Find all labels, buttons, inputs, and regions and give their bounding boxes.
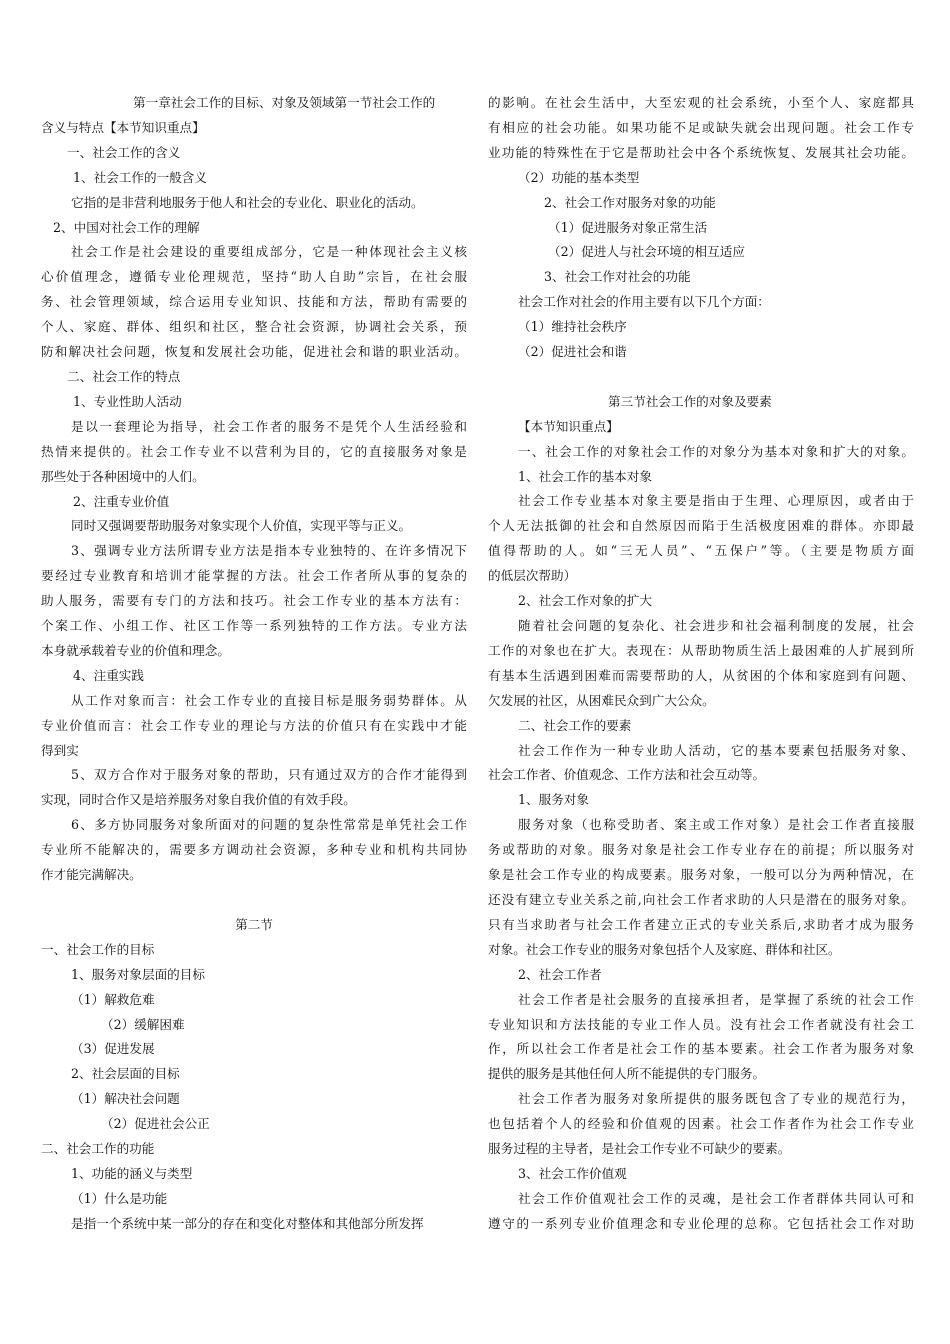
paragraph-line: 实现，同时合作又是培养服务对象自我价值的有效手段。: [41, 792, 356, 808]
list-item: （1）解决社会问题: [71, 1091, 180, 1107]
paragraph-line: 还没有建立专业关系之前,向社会工作者求助的人只是潜在的服务对象。: [488, 891, 914, 907]
heading-goals: 一、社会工作的目标: [41, 941, 155, 957]
subheading-general-meaning: 1、社会工作的一般含义: [73, 169, 207, 185]
heading-functions: 二、社会工作的功能: [41, 1141, 155, 1157]
paragraph-line: 提供的服务是其他任何人所不能提供的专门服务。: [488, 1066, 766, 1082]
paragraph-line: 象是社会工作专业的构成要素。服务对象，一般可以分为两种情况，在: [488, 867, 914, 883]
blank-line: [488, 365, 914, 390]
list-item: （1）什么是功能: [71, 1190, 168, 1206]
list-item: （3）促进发展: [71, 1041, 155, 1057]
paragraph-line: 5、双方合作对于服务对象的帮助，只有通过双方的合作才能得到: [71, 767, 467, 783]
paragraph-line: 心价值理念，遵循专业伦理规范，坚持“助人自助”宗旨，在社会服: [41, 269, 467, 285]
paragraph-line: 作才能完满解决。: [41, 867, 142, 883]
paragraph-line: 业功能的特殊性在于它是帮助社会中各个系统恢复、发展其社会功能。: [488, 144, 914, 160]
list-item: （2）促进社会和谐: [518, 344, 627, 360]
paragraph-line: 从工作对象而言：社会工作专业的直接目标是服务弱势群体。从: [71, 692, 467, 708]
paragraph-line: 只有当求助者与社会工作者建立正式的专业关系后,求助者才成为服务: [488, 916, 914, 932]
paragraph-line: 3、强调专业方法所谓专业方法是指本专业独特的、在许多情况下: [71, 543, 467, 559]
list-item: （2）功能的基本类型: [518, 169, 640, 185]
paragraph-line: 个案工作、小组工作、社区工作等一系列独特的工作方法。专业方法: [41, 618, 467, 634]
paragraph-line: 社会工作对社会的作用主要有以下几个方面：: [518, 294, 770, 310]
right-column: [488, 91, 914, 1237]
subheading-basic-objects: 1、社会工作的基本对象: [518, 468, 652, 484]
paragraph-line: 社会工作者为服务对象所提供的服务既包含了专业的规范行为，: [518, 1091, 914, 1107]
subheading-expanded-objects: 2、社会工作对象的扩大: [518, 593, 652, 609]
paragraph-line: 那些处于各种困境中的人们。: [41, 468, 205, 484]
subheading-professional-help: 1、专业性助人活动: [73, 393, 182, 409]
subheading-function-meaning: 1、功能的涵义与类型: [71, 1165, 193, 1181]
paragraph-line: 6、多方协同服务对象所面对的问题的复杂性常常是单凭社会工作: [71, 817, 467, 833]
paragraph-line: 社会工作作为一种专业助人活动，它的基本要素包括服务对象、: [518, 742, 914, 758]
list-item: （1）促进服务对象正常生活: [548, 219, 708, 235]
heading-elements: 二、社会工作的要素: [518, 717, 632, 733]
paragraph-line: 专业价值而言：社会工作专业的理论与方法的价值只有在实践中才能: [41, 717, 467, 733]
list-item: （2）促进社会公正: [101, 1116, 210, 1132]
subheading-service-object: 1、服务对象: [518, 792, 589, 808]
paragraph-line: 务或帮助的对象。服务对象是社会工作专业存在的前提；所以服务对: [488, 842, 914, 858]
paragraph-line: 社会工作者是社会服务的直接承担者，是掌握了系统的社会工作: [518, 991, 914, 1007]
paragraph-line: 要经过专业教育和培训才能掌握的方法。社会工作者所从事的复杂的: [41, 568, 467, 584]
subheading-client-goals: 1、服务对象层面的目标: [71, 966, 205, 982]
paragraph-line: 欠发展的社区，从困难民众到广大公众。: [488, 692, 715, 708]
paragraph-line: 社会工作者、价值观念、工作方法和社会互动等。: [488, 767, 766, 783]
paragraph-line: 有基本生活遇到困难而需要帮助的人，从贫困的个体和家庭到有问题、: [488, 667, 914, 683]
paragraph-line: 同时又强调要帮助服务对象实现个人价值，实现平等与正义。: [71, 518, 412, 534]
list-item: （2）缓解困难: [101, 1016, 185, 1032]
list-item: （2）促进人与社会环境的相互适应: [548, 244, 745, 260]
blank-line: [41, 888, 467, 913]
key-points-label: 【本节知识重点】: [518, 418, 619, 434]
subheading-professional-value: 2、注重专业价值: [73, 493, 170, 509]
paragraph-line: 专业所不能解决的，需要多方调动社会资源，多种专业和机构共同协: [41, 842, 467, 858]
heading-objects: 一、社会工作的对象社会工作的对象分为基本对象和扩大的对象。: [518, 443, 914, 459]
paragraph-line: 的低层次帮助）: [488, 568, 577, 584]
paragraph-line: 是指一个系统中某一部分的存在和变化对整体和其他部分所发挥: [71, 1215, 424, 1231]
paragraph-line: 遵守的一系列专业价值理念和专业伦理的总称。它包括社会工作对助: [488, 1215, 914, 1231]
paragraph-line: 得到实: [41, 742, 79, 758]
subheading-practice: 4、注重实践: [73, 667, 144, 683]
subheading-client-functions: 2、社会工作对服务对象的功能: [544, 194, 716, 210]
section-2-title: 第二节: [235, 916, 273, 932]
chapter-title-line-1: 第一章社会工作的目标、对象及领域第一节社会工作的: [133, 95, 436, 110]
paragraph-line: 本身就承载着专业的价值和理念。: [41, 642, 230, 658]
left-column: [41, 91, 467, 1237]
chapter-title-line-2: 含义与特点【本节知识重点】: [41, 119, 205, 135]
general-meaning-text: 它指的是非营利地服务于他人和社会的专业化、职业化的活动。: [71, 194, 424, 210]
heading-features: 二、社会工作的特点: [67, 368, 181, 384]
list-item: （1）维持社会秩序: [518, 319, 627, 335]
paragraph-line: 服务过程的主导者，是社会工作专业不可缺少的要素。: [488, 1141, 791, 1157]
paragraph-line: 值得帮助的人。如“三无人员”、“五保户”等。（主要是物质方面: [488, 543, 914, 559]
subheading-values: 3、社会工作价值观: [518, 1165, 627, 1181]
subheading-society-functions: 3、社会工作对社会的功能: [544, 269, 691, 285]
subheading-society-goals: 2、社会层面的目标: [71, 1066, 180, 1082]
paragraph-line: 专业知识和方法技能的专业工作人员。没有社会工作者就没有社会工: [488, 1016, 914, 1032]
paragraph-line: 助人服务，需要有专门的方法和技巧。社会工作专业的基本方法有：: [41, 593, 467, 609]
paragraph-line: 随着社会问题的复杂化、社会进步和社会福利制度的发展，社会: [518, 618, 914, 634]
paragraph-line: 个人、家庭、群体、组织和社区，整合社会资源，协调社会关系，预: [41, 319, 467, 335]
paragraph-line: 是以一套理论为指导，社会工作者的服务不是凭个人生活经验和: [71, 418, 467, 434]
paragraph-line: 工作的对象也在扩大。表现在：从帮助物质生活上最困难的人扩展到所: [488, 642, 914, 658]
paragraph-line: 热情来提供的。社会工作专业不以营利为目的，它的直接服务对象是: [41, 443, 467, 459]
section-3-title: 第三节社会工作的对象及要素: [608, 393, 772, 409]
subheading-china-understanding: 2、中国对社会工作的理解: [53, 219, 200, 235]
paragraph-line: 对象。社会工作专业的服务对象包括个人及家庭、群体和社区。: [488, 941, 841, 957]
paragraph-line: 务、社会管理领域，综合运用专业知识、技能和方法，帮助有需要的: [41, 294, 467, 310]
paragraph-line: 也包括着个人的经验和价值观的因素。社会工作者作为社会工作专业: [488, 1116, 914, 1132]
paragraph-line: 的影响。在社会生活中，大至宏观的社会系统，小至个人、家庭都具: [488, 95, 914, 110]
paragraph-line: 个人无法抵御的社会和自然原因而陷于生活极度困难的群体。亦即最: [488, 518, 914, 534]
list-item: （1）解救危难: [71, 991, 155, 1007]
paragraph-line: 社会工作价值观社会工作的灵魂，是社会工作者群体共同认可和: [518, 1190, 914, 1206]
paragraph-line: 有相应的社会功能。如果功能不足或缺失就会出现问题。社会工作专: [488, 119, 914, 135]
paragraph-line: 防和解决社会问题，恢复和发展社会功能，促进社会和谐的职业活动。: [41, 344, 467, 360]
paragraph-line: 社会工作是社会建设的重要组成部分，它是一种体现社会主义核: [71, 244, 467, 260]
subheading-social-worker: 2、社会工作者: [518, 966, 602, 982]
heading-meaning: 一、社会工作的含义: [67, 144, 181, 160]
paragraph-line: 作，所以社会工作者是社会工作的基本要素。社会工作者为服务对象: [488, 1041, 914, 1057]
paragraph-line: 服务对象（也称受助者、案主或工作对象）是社会工作者直接服: [518, 817, 914, 833]
paragraph-line: 社会工作专业基本对象主要是指由于生理、心理原因，或者由于: [518, 493, 914, 509]
